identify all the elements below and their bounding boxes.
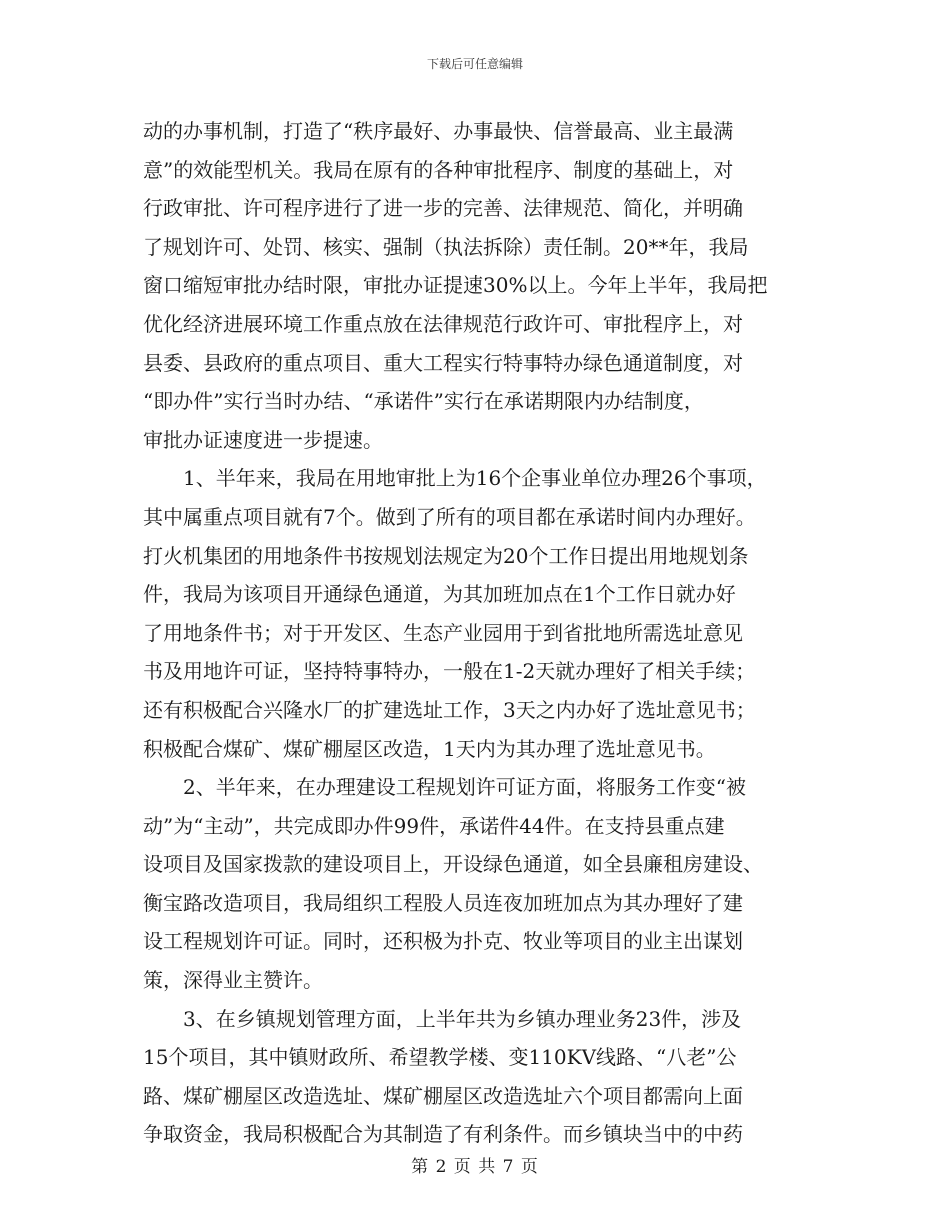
- text-line: 设项目及国家拨款的建设项目上，开设绿色通道，如全县廉租房建设、: [143, 852, 763, 877]
- text-line: 优化经济进展环境工作重点放在法律规范行政许可、审批程序上，对: [143, 311, 743, 336]
- text-line: 打火机集团的用地条件书按规划法规定为20个工作日提出用地规划条: [143, 543, 749, 568]
- text-line: 还有积极配合兴隆水厂的扩建选址工作，3天之内办好了选址意见书；: [143, 697, 756, 722]
- text-line: 县委、县政府的重点项目、重大工程实行特事特办绿色通道制度，对: [143, 350, 743, 375]
- page-header: 下载后可任意编辑: [426, 57, 523, 71]
- text-line: 15个项目，其中镇财政所、希望教学楼、变110KV线路、“八老”公: [143, 1045, 737, 1070]
- document-body: [143, 112, 803, 1154]
- text-line: “即办件”实行当时办结、“承诺件”实行在承诺期限内办结制度，: [143, 389, 704, 414]
- text-line: 争取资金，我局积极配合为其制造了有利条件。而乡镇块当中的中药: [143, 1122, 743, 1147]
- text-line: 动的办事机制，打造了“秩序最好、办事最快、信誉最高、业主最满: [143, 119, 734, 143]
- text-line: 设工程规划许可证。同时，还积极为扑克、牧业等项目的业主出谋划: [143, 929, 743, 954]
- text-line: 路、煤矿棚屋区改造选址、煤矿棚屋区改造选址六个项目都需向上面: [143, 1083, 743, 1108]
- text-line: 积极配合煤矿、煤矿棚屋区改造，1天内为其办理了选址意见书。: [143, 736, 716, 761]
- text-line: 了规划许可、处罚、核实、强制（执法拆除）责任制。20**年，我局: [143, 234, 749, 259]
- text-line: 了用地条件书；对于开发区、生态产业园用于到省批地所需选址意见: [143, 620, 743, 645]
- text-line: 3、在乡镇规划管理方面，上半年共为乡镇办理业务23件，涉及: [143, 1006, 742, 1031]
- text-line: 其中属重点项目就有7个。做到了所有的项目都在承诺时间内办理好。: [143, 504, 756, 529]
- text-line: 策，深得业主赞许。: [143, 968, 323, 993]
- text-line: 书及用地许可证，坚持特事特办，一般在1-2天就办理好了相关手续；: [143, 659, 756, 684]
- text-line: 窗口缩短审批办结时限，审批办证提速30%以上。今年上半年，我局把: [143, 273, 768, 298]
- text-line: 意”的效能型机关。我局在原有的各种审批程序、制度的基础上，对: [143, 157, 734, 182]
- text-line: 审批办证速度进一步提速。: [143, 427, 383, 452]
- page-footer: 第 2 页 共 7 页: [411, 1157, 539, 1177]
- text-line: 1、半年来，我局在用地审批上为16个企事业单位办理26个事项，: [143, 466, 767, 491]
- text-line: 动”为“主动”，共完成即办件99件，承诺件44件。在支持县重点建: [143, 813, 725, 838]
- text-line: 2、半年来，在办理建设工程规划许可证方面，将服务工作变“被: [143, 775, 746, 800]
- text-line: 行政审批、许可程序进行了进一步的完善、法律规范、简化，并明确: [143, 196, 743, 221]
- text-line: 件，我局为该项目开通绿色通道，为其加班加点在1个工作日就办好: [143, 582, 736, 607]
- text-line: 衡宝路改造项目，我局组织工程股人员连夜加班加点为其办理好了建: [143, 890, 743, 915]
